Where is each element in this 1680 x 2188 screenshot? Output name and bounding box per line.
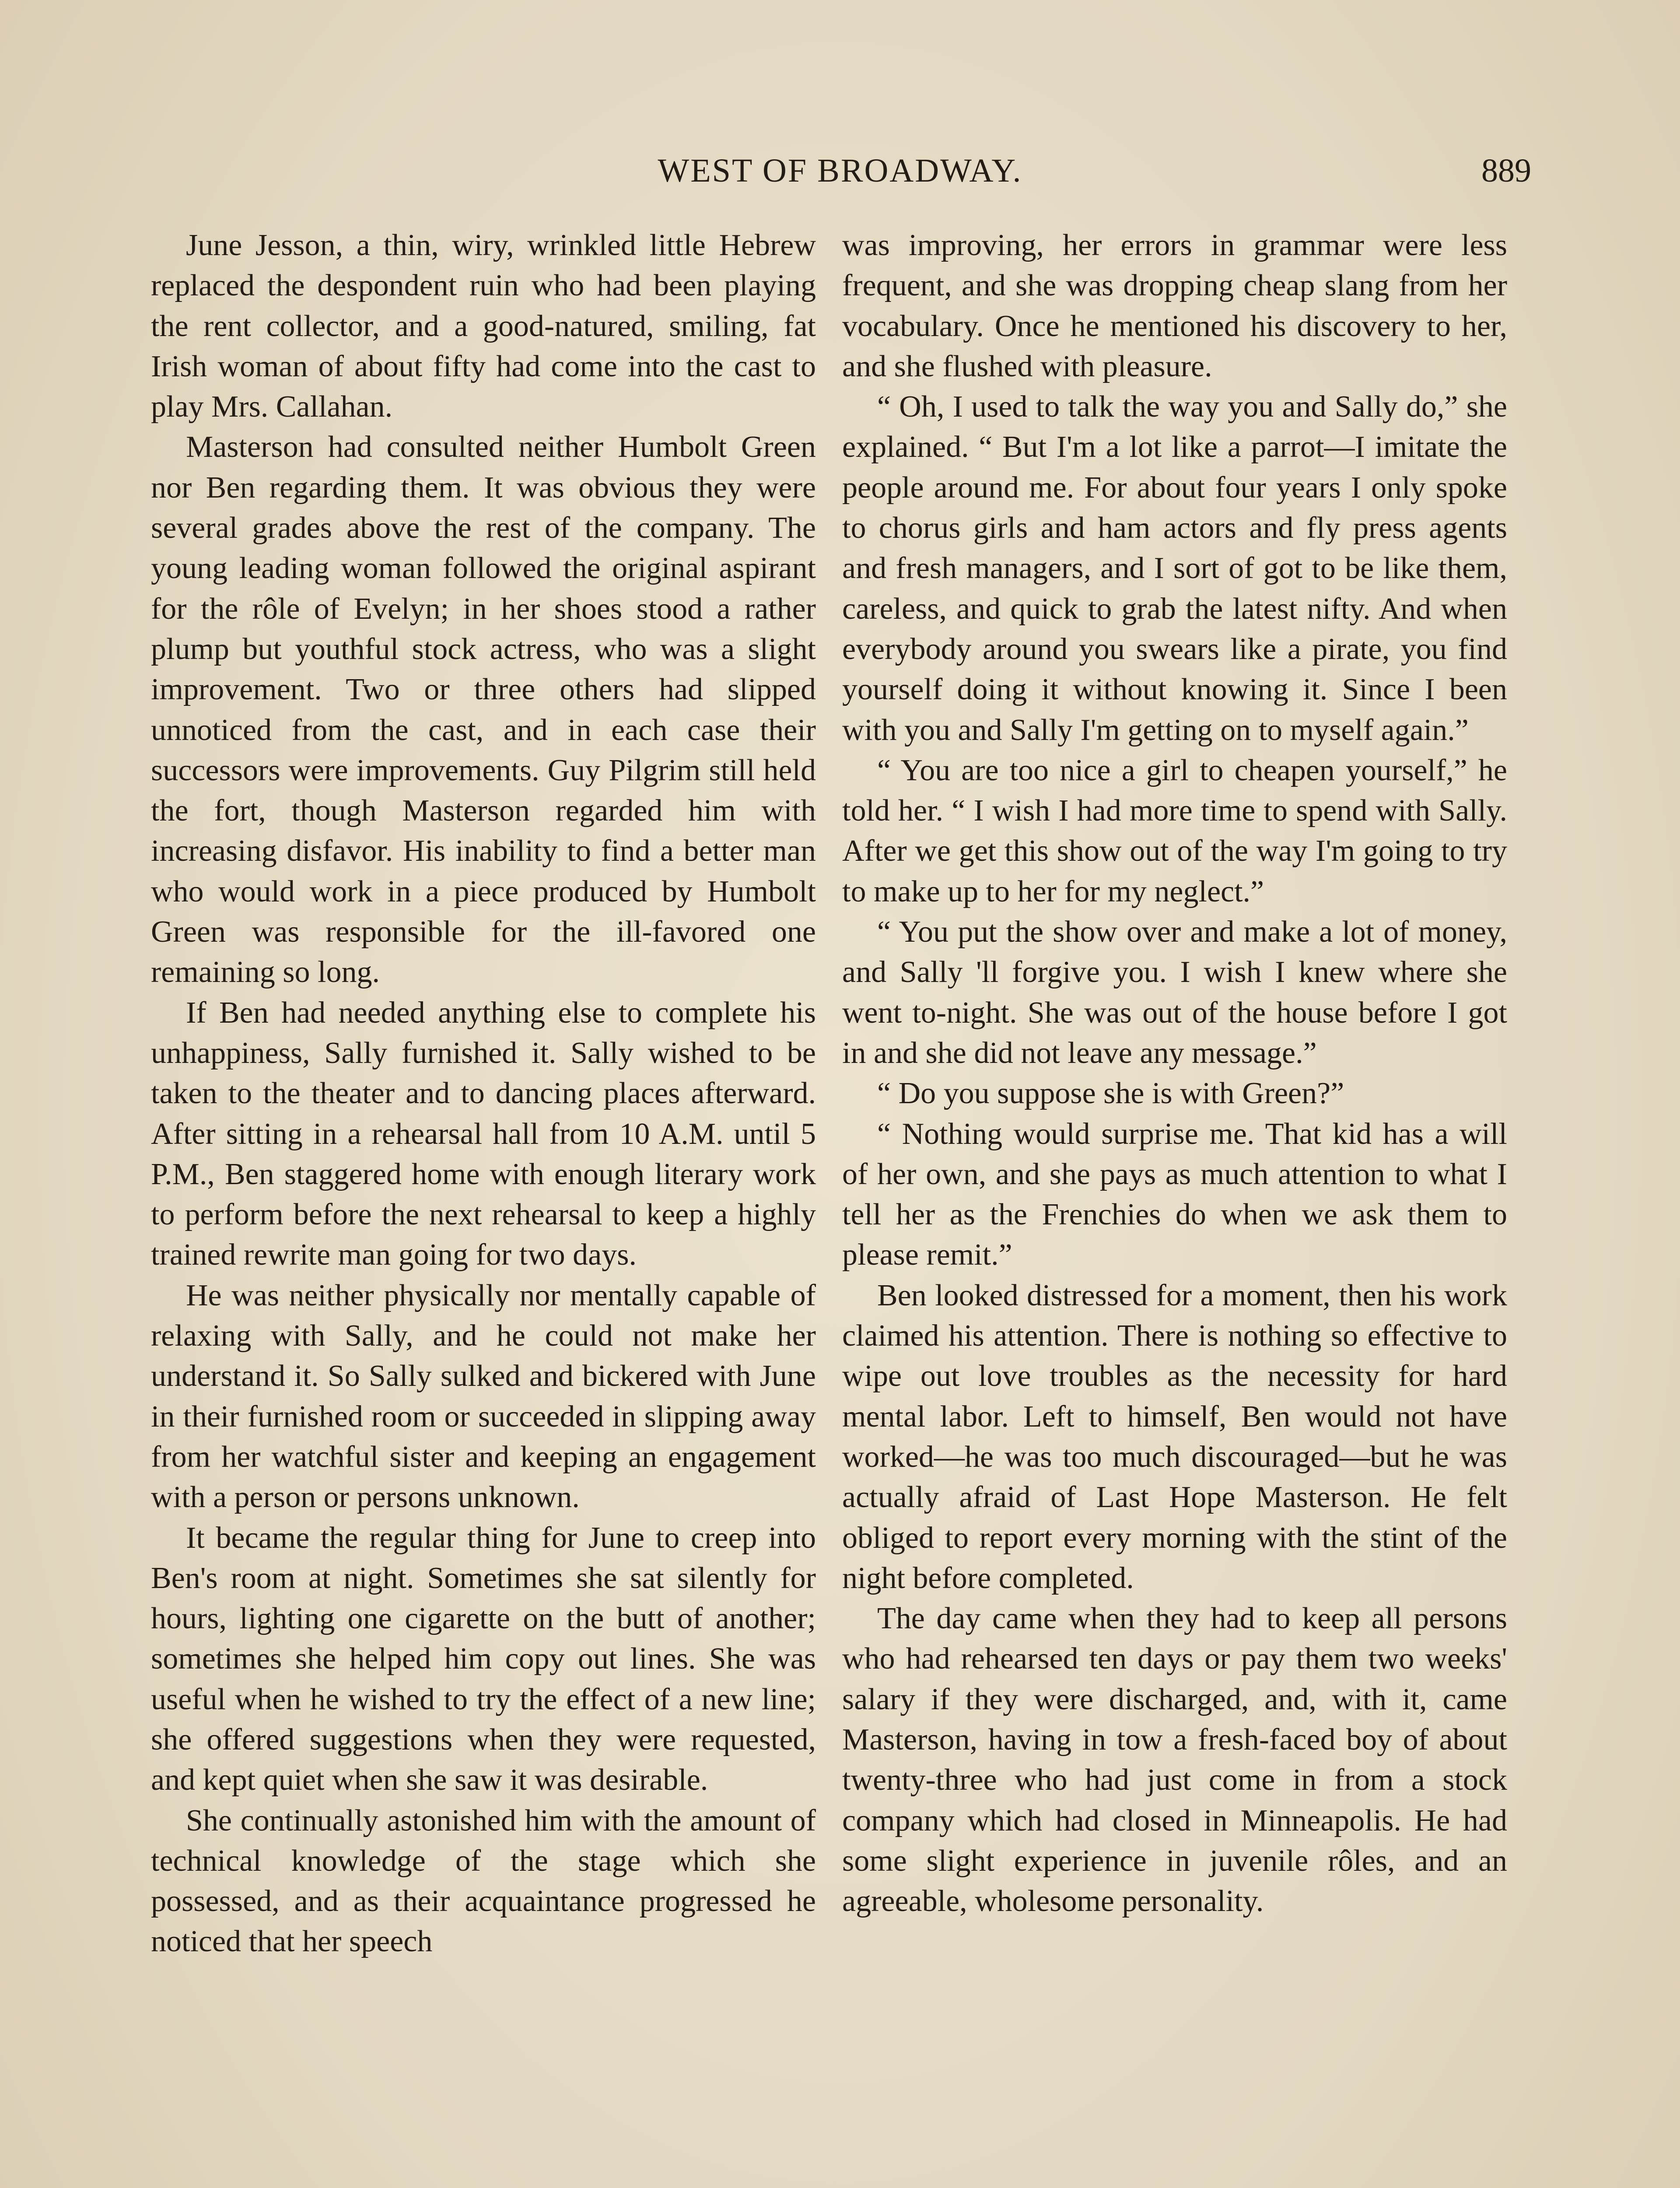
- text-columns: [151, 225, 1507, 2188]
- right-column: [842, 225, 1507, 2188]
- paragraph: “ You put the show over and make a lot of money, and Sally 'll forgive you. I wish I knew where she went to-night. She was out of the house before I got in and she did not leave any message.”: [842, 915, 1507, 1070]
- paragraph: He was neither physically nor mentally capable of relaxing with Sally, and he could not make her understand it. So Sally sulked and bickered with June in their furnished room or succeeded in slipping away from her watchful sister and keeping an engagement with a person or persons unknown.: [151, 1278, 816, 1515]
- paragraph: Masterson had consulted neither Humbolt Green nor Ben regarding them. It was obvious they were several grades above the rest of the company. The young leading woman followed the original aspirant for the rôle of Evelyn; in her shoes stood a rather plump but youthful stock actress, who was a slight improvement. Two or three others had slipped unnoticed from the cast, and in each case their successors were improvements. Guy Pilgrim still held the fort, though Masterson regarded him with increasing disfavor. His inability to find a better man who would work in a piece produced by Humbolt Green was responsible for the ill-favored one remaining so long.: [151, 430, 816, 989]
- paragraph-text: , Ben staggered home with enough literary work to perform before the next rehearsal to keep a highly trained rewrite man going for two days.: [151, 1157, 816, 1272]
- paragraph: The day came when they had to keep all persons who had rehearsed ten days or pay them two weeks' salary if they were discharged, and, with it, came Masterson, having in tow a fresh-faced boy of about twenty-three who had just come in from a stock company which had closed in Minneapolis. He had some slight experience in juvenile rôles, and an agreeable, wholesome personality.: [842, 1602, 1507, 1918]
- paragraph: She continually astonished him with the amount of technical knowledge of the stage which she possessed, and as their acquaintance progressed he noticed that her speech: [151, 1803, 816, 1959]
- paragraph-text: If Ben had needed anything else to complete his unhappiness, Sally furnished it. Sally wished to be taken to the theater and to dancing places afterward. After sitting in a rehearsal hall from: [151, 996, 816, 1151]
- paragraph: “ Oh, I used to talk the way you and Sally do,” she explained. “ But I'm a lot like a parrot—I imitate the people around me. For about four years I only spoke to chorus girls and ham actors and fly press agents and fresh managers, and I sort of got to be like them, careless, and quick to grab the latest nifty. And when everybody around you swears like a pirate, you find yourself doing it without knowing it. Since I been with you and Sally I'm getting on to myself again.”: [842, 390, 1507, 747]
- left-column: [151, 225, 816, 2188]
- paragraph-text: until: [723, 1117, 801, 1151]
- page-number: 889: [1481, 152, 1531, 189]
- time-text: 5 P.M.: [151, 1117, 816, 1191]
- paragraph: Ben looked distressed for a moment, then his work claimed his attention. There is nothing so effective to wipe out love troubles as the necessity for hard mental labor. Left to himself, Ben would not have worked—he was too much discouraged—but he was actually afraid of Last Hope Masterson. He felt obliged to report every morning with the stint of the night before completed.: [842, 1278, 1507, 1595]
- paragraph: June Jesson, a thin, wiry, wrinkled little Hebrew replaced the despondent ruin who had been playing the rent collector, and a good-natured, smiling, fat Irish woman of about fifty had come into the cast to play Mrs. Callahan.: [151, 228, 816, 424]
- paragraph: [151, 993, 816, 1276]
- time-text: 10 A.M.: [619, 1117, 724, 1151]
- paragraph: “ Do you suppose she is with Green?”: [877, 1076, 1344, 1111]
- page-header: [149, 144, 1531, 197]
- paragraph: was improving, her errors in grammar were less frequent, and she was dropping cheap slang from her vocabulary. Once he mentioned his discovery to her, and she flushed with pleasure.: [842, 228, 1507, 383]
- running-title: WEST OF BROADWAY.: [658, 152, 1022, 189]
- paragraph: “ Nothing would surprise me. That kid has a will of her own, and she pays as much attention to what I tell her as the Frenchies do when we ask them to please remit.”: [842, 1117, 1507, 1272]
- paragraph: It became the regular thing for June to creep into Ben's room at night. Sometimes she sat silently for hours, lighting one cigarette on the butt of another; sometimes she helped him copy out lines. She was useful when he wished to try the effect of a new line; she offered suggestions when they were requested, and kept quiet when she saw it was desirable.: [151, 1521, 816, 1797]
- paragraph: “ You are too nice a girl to cheapen yourself,” he told her. “ I wish I had more time to spend with Sally. After we get this show out of the way I'm going to try to make up to her for my neglect.”: [842, 753, 1507, 908]
